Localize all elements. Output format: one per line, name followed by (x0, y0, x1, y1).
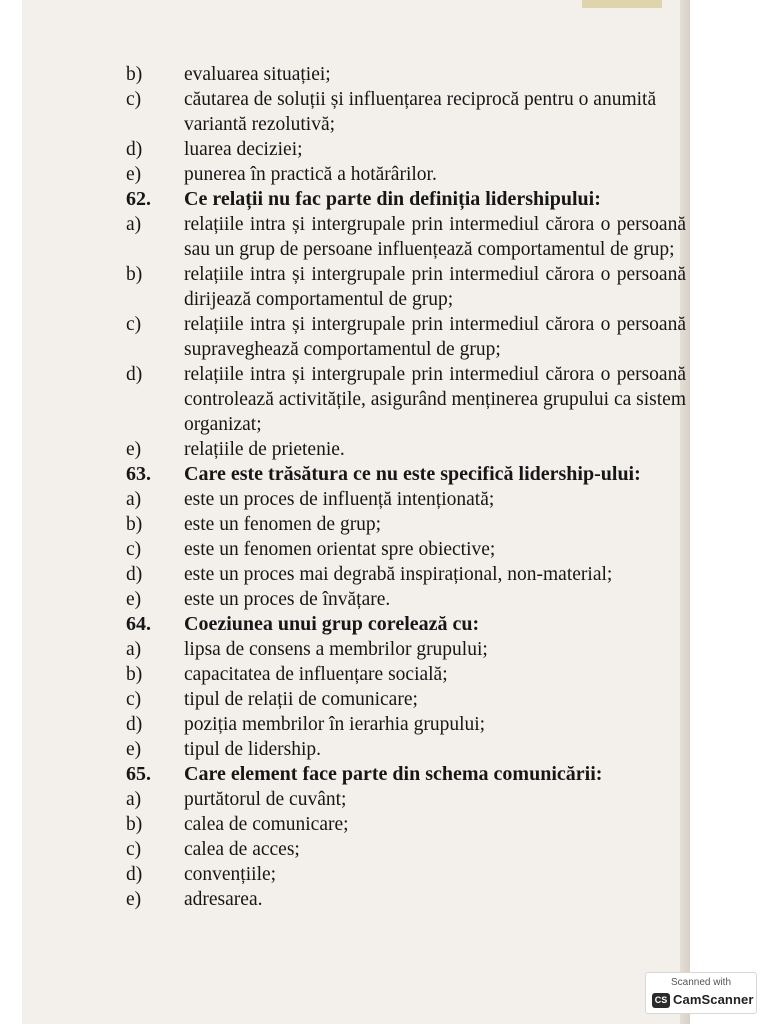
question-text: Care element face parte din schema comunicării: (184, 763, 603, 785)
page-top-mark (582, 0, 662, 8)
option-text: relațiile de prietenie. (184, 439, 345, 460)
option-text: este un proces de influență intenționată; (184, 489, 495, 510)
option-61-c (126, 87, 686, 137)
option-text: tipul de lidership. (184, 739, 322, 760)
option-label: d) (126, 714, 143, 735)
option-text: luarea deciziei; (184, 139, 303, 160)
option-62-e (126, 437, 686, 462)
option-label: d) (126, 364, 143, 385)
option-text: lipsa de consens a membrilor grupului; (184, 639, 488, 660)
option-62-b (126, 262, 686, 312)
option-62-a (126, 212, 686, 262)
option-63-e (126, 587, 686, 612)
question-65 (126, 762, 686, 787)
option-text: adresarea. (184, 889, 263, 910)
option-text: este un proces mai degrabă inspirațional, non-material; (184, 564, 613, 585)
option-64-b (126, 662, 686, 687)
option-text: convențiile; (184, 864, 277, 885)
option-label: c) (126, 539, 142, 560)
option-label: b) (126, 664, 143, 685)
question-62 (126, 187, 686, 212)
question-number: 62. (126, 188, 151, 210)
option-61-e (126, 162, 686, 187)
option-label: a) (126, 789, 142, 810)
question-63 (126, 462, 686, 487)
option-label: c) (126, 839, 142, 860)
document-body (126, 62, 686, 912)
option-text: tipul de relații de comunicare; (184, 689, 418, 710)
option-label: d) (126, 564, 143, 585)
option-label: c) (126, 89, 142, 110)
option-65-c (126, 837, 686, 862)
option-text: relațiile intra și intergrupale prin intermediul cărora o persoană supraveghează comportamentul de grup; (184, 314, 686, 360)
option-text: este un proces de învățare. (184, 589, 391, 610)
option-64-d (126, 712, 686, 737)
option-text: evaluarea situației; (184, 64, 331, 85)
option-text: este un fenomen de grup; (184, 514, 382, 535)
option-63-b (126, 512, 686, 537)
option-64-a (126, 637, 686, 662)
option-65-a (126, 787, 686, 812)
option-label: a) (126, 639, 142, 660)
option-label: e) (126, 739, 142, 760)
option-62-d (126, 362, 686, 437)
option-text: calea de acces; (184, 839, 300, 860)
question-number: 63. (126, 463, 151, 485)
option-label: a) (126, 214, 142, 235)
option-text: relațiile intra și intergrupale prin intermediul cărora o persoană sau un grup de persoane influențează comportamentul de grup; (184, 214, 686, 260)
option-64-e (126, 737, 686, 762)
option-text: relațiile intra și intergrupale prin intermediul cărora o persoană dirijează comportamentul de grup; (184, 264, 686, 310)
option-label: e) (126, 889, 142, 910)
option-text: purtătorul de cuvânt; (184, 789, 347, 810)
watermark-caption: Scanned with (670, 977, 732, 988)
question-number: 65. (126, 763, 151, 785)
option-62-c (126, 312, 686, 362)
option-label: c) (126, 314, 142, 335)
option-61-d (126, 137, 686, 162)
option-label: b) (126, 264, 143, 285)
option-63-c (126, 537, 686, 562)
option-label: a) (126, 489, 142, 510)
option-text: căutarea de soluții și influențarea reciprocă pentru o anumită variantă rezolutivă; (184, 89, 657, 135)
option-label: e) (126, 439, 142, 460)
question-text: Ce relații nu fac parte din definiția lidershipului: (184, 188, 601, 210)
option-65-e (126, 887, 686, 912)
camscanner-logo-icon: CS (652, 993, 670, 1008)
option-text: este un fenomen orientat spre obiective; (184, 539, 496, 560)
question-64 (126, 612, 686, 637)
option-65-b (126, 812, 686, 837)
option-label: c) (126, 689, 142, 710)
question-text: Care este trăsătura ce nu este specifică lidership-ului: (184, 463, 641, 485)
watermark-brand: CamScanner (673, 992, 754, 1007)
option-text: capacitatea de influențare socială; (184, 664, 448, 685)
question-number: 64. (126, 613, 151, 635)
option-label: b) (126, 814, 143, 835)
option-63-a (126, 487, 686, 512)
option-label: b) (126, 64, 143, 85)
option-text: calea de comunicare; (184, 814, 349, 835)
option-text: relațiile intra și intergrupale prin intermediul cărora o persoană controlează activitățile, asigurând menținerea grupului ca sistem organizat; (184, 364, 686, 435)
option-61-b (126, 62, 686, 87)
question-text: Coeziunea unui grup corelează cu: (184, 613, 480, 635)
option-label: b) (126, 514, 143, 535)
option-label: d) (126, 864, 143, 885)
option-text: poziția membrilor în ierarhia grupului; (184, 714, 486, 735)
option-65-d (126, 862, 686, 887)
option-text: punerea în practică a hotărârilor. (184, 164, 437, 185)
option-label: e) (126, 164, 142, 185)
camscanner-watermark (645, 972, 757, 1014)
option-64-c (126, 687, 686, 712)
option-label: e) (126, 589, 142, 610)
option-63-d (126, 562, 686, 587)
option-label: d) (126, 139, 143, 160)
